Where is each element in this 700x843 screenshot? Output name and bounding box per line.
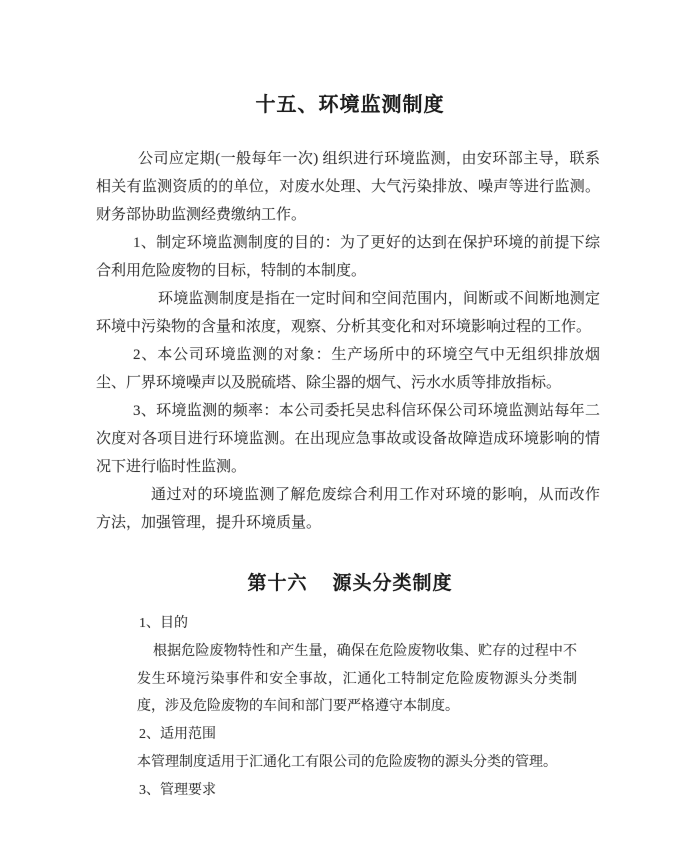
- paragraph-classification-purpose: 根据危险废物特性和产生量，确保在危险废物收集、贮存的过程中不发生环境污染事件和安全事故，汇通化工特制定危险废物源头分类制度，涉及危险废物的车间和部门要严格遵守本制度。: [137, 643, 577, 715]
- section-15-title: 十五、环境监测制度: [255, 94, 445, 116]
- paragraph-purpose: 1、制定环境监测制度的目的：为了更好的达到在保护环境的前提下综合利用危险废物的目标，特制的本制度。: [96, 235, 600, 279]
- section-16-title-name: 源头分类制度: [332, 573, 453, 594]
- section-16-body: [137, 610, 577, 805]
- paragraph-monitoring-targets: 2、本公司环境监测的对象：生产场所中的环境空气中无组织排放烟尘、厂界环境噪声以及脱硫塔、除尘器的烟气、污水水质等排放指标。: [96, 347, 600, 391]
- paragraph-scope: 本管理制度适用于汇通化工有限公司的危险废物的源头分类的管理。: [137, 754, 557, 770]
- section-15-body: [96, 145, 600, 537]
- section-16-title-number: 第十六: [247, 573, 308, 594]
- section-16-title: [0, 571, 700, 597]
- item-scope-heading: 2、适用范围: [139, 727, 216, 743]
- paragraph-definition: 环境监测制度是指在一定时间和空间范围内，间断或不间断地测定环境中污染物的含量和浓度，观察、分析其变化和对环境影响过程的工作。: [96, 291, 600, 335]
- paragraph-monitoring-frequency: 3、环境监测的频率：本公司委托吴忠科信环保公司环境监测站每年二次度对各项目进行环境监测。在出现应急事故或设备故障造成环境影响的情况下进行临时性监测。: [96, 403, 600, 475]
- item-purpose-heading: 1、目的: [139, 616, 188, 631]
- paragraph-monitoring-benefit: 通过对的环境监测了解危废综合利用工作对环境的影响，从而改作方法，加强管理，提升环境质量。: [96, 487, 600, 531]
- paragraph-monitoring-overview: 公司应定期(一般每年一次) 组织进行环境监测，由安环部主导，联系相关有监测资质的的单位，对废水处理、大气污染排放、噪声等进行监测。财务部协助监测经费缴纳工作。: [96, 151, 600, 223]
- item-management-requirements-heading: 3、管理要求: [139, 782, 216, 798]
